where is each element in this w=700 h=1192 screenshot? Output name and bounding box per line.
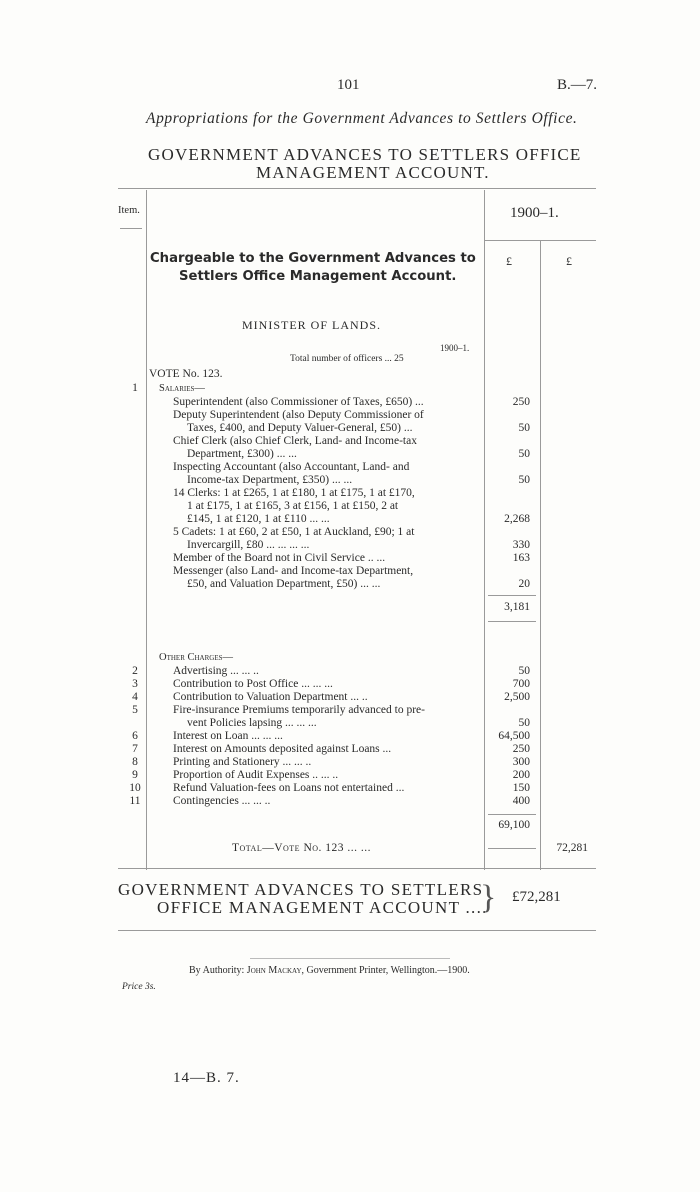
summary-rule xyxy=(118,930,596,931)
account-title-line1: GOVERNMENT ADVANCES TO SETTLERS OFFICE xyxy=(148,145,582,164)
vote-total-rule xyxy=(488,848,536,849)
vote-heading: VOTE No. 123. xyxy=(149,368,223,380)
salaries-total-rule xyxy=(488,621,536,622)
subtotal-column-divider xyxy=(540,240,541,870)
salary-amount: 163 xyxy=(512,552,530,564)
salary-row: Taxes, £400, and Deputy Valuer-General, £50) ... xyxy=(187,422,413,434)
summary-amount: £72,281 xyxy=(512,889,561,905)
other-charge-row: Interest on Amounts deposited against Loans ... xyxy=(173,743,392,755)
signature-mark: 14—B. 7. xyxy=(173,1070,240,1086)
other-charge-row: Printing and Stationery ... ... .. xyxy=(173,756,312,768)
salary-amount: 330 xyxy=(512,539,530,551)
officers-year: 1900–1. xyxy=(440,343,470,353)
other-charge-row: Interest on Loan ... ... ... xyxy=(173,730,283,742)
salary-amount: 20 xyxy=(518,578,530,590)
document-ref: B.—7. xyxy=(557,77,598,93)
other-charge-amount: 150 xyxy=(512,782,530,794)
currency-symbol-amount: £ xyxy=(506,254,512,268)
salary-row: 5 Cadets: 1 at £60, 2 at £50, 1 at Auckland, £90; 1 at xyxy=(173,526,415,538)
page-number: 101 xyxy=(337,77,360,93)
salaries-total: 3,181 xyxy=(504,601,530,613)
salary-row: Superintendent (also Commissioner of Taxes, £650) ... xyxy=(173,396,424,408)
salary-row: Messenger (also Land- and Income-tax Department, xyxy=(173,565,414,577)
salary-row: £50, and Valuation Department, £50) ... ... xyxy=(187,578,381,590)
summary-title-line1: GOVERNMENT ADVANCES TO SETTLERS xyxy=(118,880,484,899)
salary-row: Invercargill, £80 ... ... ... ... xyxy=(187,539,310,551)
other-charges-total: 69,100 xyxy=(498,819,530,831)
salary-amount: 250 xyxy=(512,396,530,408)
other-charge-amount: 2,500 xyxy=(504,691,530,703)
salaries-heading: Salaries— xyxy=(159,383,205,394)
salary-row: Department, £300) ... ... xyxy=(187,448,297,460)
other-item-number: 11 xyxy=(129,795,141,807)
chargeable-heading-line1: Chargeable to the Government Advances to xyxy=(150,251,476,266)
printer-authority xyxy=(189,965,470,976)
other-charge-amount: 50 xyxy=(518,665,530,677)
other-item-number: 4 xyxy=(132,691,138,703)
other-charge-amount: 250 xyxy=(512,743,530,755)
other-charge-row: Contribution to Post Office ... ... ... xyxy=(173,678,333,690)
officers-count: Total number of officers ... 25 xyxy=(290,354,404,364)
other-item-number: 6 xyxy=(132,730,138,742)
item-header-rule xyxy=(120,228,142,229)
salary-amount: 50 xyxy=(518,474,530,486)
vote-total-amount: 72,281 xyxy=(556,842,588,854)
other-charge-row: Refund Valuation-fees on Loans not entertained ... xyxy=(173,782,405,794)
table-bottom-rule xyxy=(118,868,596,869)
other-charge-amount: 700 xyxy=(512,678,530,690)
salary-row: £145, 1 at £120, 1 at £110 ... ... xyxy=(187,513,330,525)
salary-amount: 50 xyxy=(518,448,530,460)
account-title-line2: MANAGEMENT ACCOUNT. xyxy=(256,163,490,182)
salary-amount: 50 xyxy=(518,422,530,434)
other-sum-rule xyxy=(488,814,536,815)
summary-brace: } xyxy=(480,879,497,916)
amount-column-divider xyxy=(484,190,485,870)
summary-title-line2: OFFICE MANAGEMENT ACCOUNT .... xyxy=(157,898,488,917)
other-charge-row: Contribution to Valuation Department ... .. xyxy=(173,691,368,703)
minister-heading: MINISTER OF LANDS. xyxy=(242,318,382,332)
item-column-header: Item. xyxy=(118,205,140,216)
salary-row: 1 at £175, 1 at £165, 3 at £156, 1 at £150, 2 at xyxy=(187,500,399,512)
other-charge-row: Proportion of Audit Expenses .. ... .. xyxy=(173,769,339,781)
vote-total-label: Total—Vote No. 123 ... ... xyxy=(232,842,372,854)
footer-rule xyxy=(250,958,450,959)
other-charges-heading: Other Charges— xyxy=(159,652,233,663)
other-charge-amount: 64,500 xyxy=(498,730,530,742)
year-column-header: 1900–1. xyxy=(510,205,559,221)
other-item-number: 10 xyxy=(129,782,141,794)
other-charge-row: vent Policies lapsing ... ... ... xyxy=(187,717,317,729)
price-label: Price 3s. xyxy=(122,982,156,992)
printer-name: John Mackay, xyxy=(246,965,304,976)
salary-row: Deputy Superintendent (also Deputy Commissioner of xyxy=(173,409,424,421)
salary-amount: 2,268 xyxy=(504,513,530,525)
authority-prefix: By Authority: xyxy=(189,965,245,976)
header-bottom-rule xyxy=(484,240,596,241)
other-item-number: 2 xyxy=(132,665,138,677)
other-item-number: 8 xyxy=(132,756,138,768)
other-charge-row: Advertising ... ... .. xyxy=(173,665,259,677)
salary-row: 14 Clerks: 1 at £265, 1 at £180, 1 at £175, 1 at £170, xyxy=(173,487,415,499)
other-item-number: 9 xyxy=(132,769,138,781)
other-charge-row: Contingencies ... ... .. xyxy=(173,795,271,807)
other-charge-amount: 400 xyxy=(512,795,530,807)
other-charge-amount: 50 xyxy=(518,717,530,729)
currency-symbol-subtotal: £ xyxy=(566,254,572,268)
salary-row: Chief Clerk (also Chief Clerk, Land- and Income-tax xyxy=(173,435,417,447)
other-charge-amount: 200 xyxy=(512,769,530,781)
other-item-number: 5 xyxy=(132,704,138,716)
page-subtitle: Appropriations for the Government Advances to Settlers Office. xyxy=(146,110,578,127)
other-item-number: 7 xyxy=(132,743,138,755)
salary-row: Inspecting Accountant (also Accountant, Land- and xyxy=(173,461,410,473)
authority-suffix: Government Printer, Wellington.—1900. xyxy=(306,965,470,976)
salary-row: Income-tax Department, £350) ... ... xyxy=(187,474,353,486)
chargeable-heading-line2: Settlers Office Management Account. xyxy=(179,269,457,284)
other-charge-amount: 300 xyxy=(512,756,530,768)
salary-row: Member of the Board not in Civil Service .. ... xyxy=(173,552,386,564)
other-charge-row: Fire-insurance Premiums temporarily advanced to pre- xyxy=(173,704,425,716)
salaries-sum-rule xyxy=(488,595,536,596)
other-item-number: 3 xyxy=(132,678,138,690)
table-top-rule xyxy=(118,188,596,189)
item-column-divider xyxy=(146,190,147,870)
salaries-item-number: 1 xyxy=(132,382,138,394)
